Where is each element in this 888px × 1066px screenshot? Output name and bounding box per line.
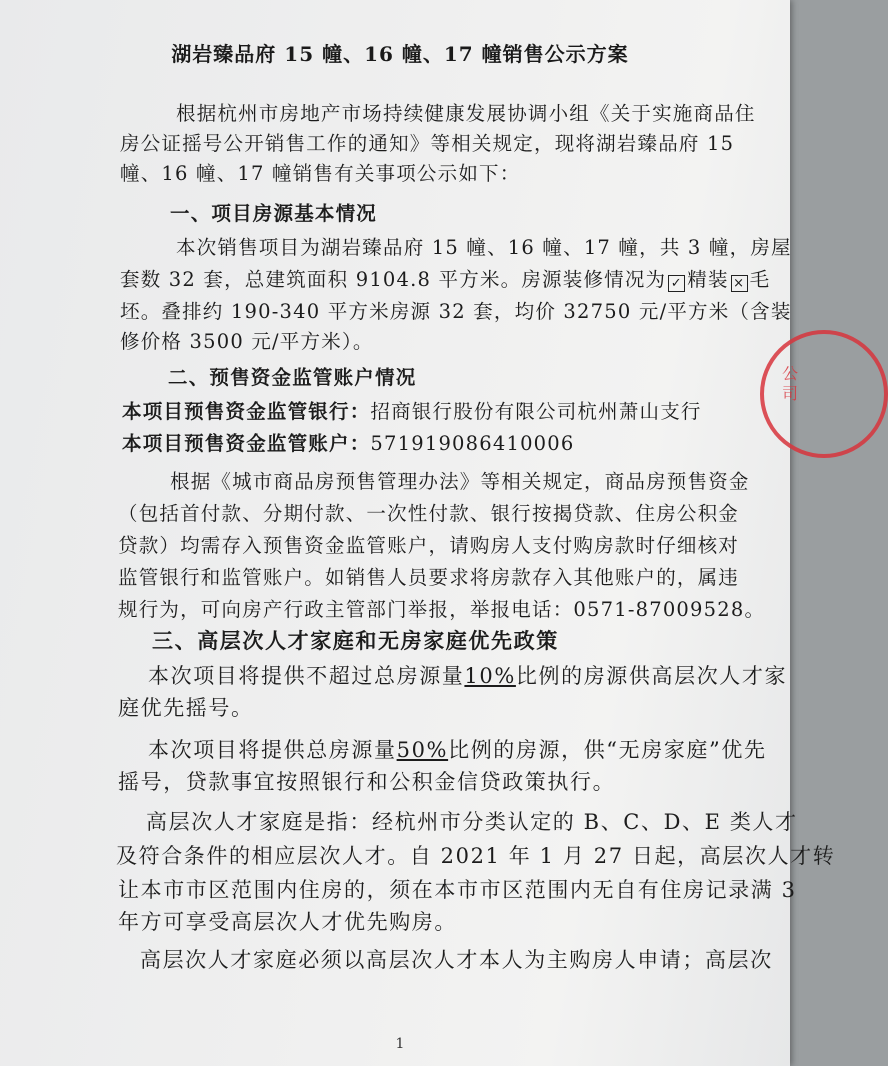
s3-p2-line-2: 摇号，贷款事宜按照银行和公积金信贷政策执行。 xyxy=(118,770,616,794)
s1-rough-label: 毛 xyxy=(749,268,771,291)
s3-p1-text-a: 本次项目将提供不超过总房源量 xyxy=(148,664,465,688)
bank-label: 本项目预售资金监管银行： xyxy=(122,400,371,423)
s1-line-4: 修价格 3500 元/平方米）。 xyxy=(120,330,374,353)
page-number: 1 xyxy=(395,1036,405,1052)
document-title: 湖岩臻品府 15 幢、16 幢、17 幢销售公示方案 xyxy=(171,42,629,66)
crossed-box-icon: × xyxy=(731,275,748,292)
s3-p2-text-a: 本次项目将提供总房源量 xyxy=(148,738,397,762)
s1-line-2 xyxy=(120,264,770,292)
s1-line-1: 本次销售项目为湖岩臻品府 15 幢、16 幢、17 幢，共 3 幢，房屋 xyxy=(176,236,792,259)
s1-line-2-text: 套数 32 套，总建筑面积 9104.8 平方米。房源装修情况为 xyxy=(120,268,667,291)
s3-p1-text-b: 比例的房源供高层次人才家 xyxy=(515,664,788,688)
s3-p2-line-1 xyxy=(148,734,767,764)
checked-box-icon: ✓ xyxy=(668,275,685,292)
section-1-heading: 一、项目房源基本情况 xyxy=(170,202,378,225)
account-label: 本项目预售资金监管账户： xyxy=(122,432,371,455)
s2-para-line-5: 规行为，可向房产行政主管部门举报，举报电话：0571-87009528。 xyxy=(118,598,766,621)
s2-para-line-1: 根据《城市商品房预售管理办法》等相关规定，商品房预售资金 xyxy=(170,470,750,493)
s2-para-line-2: （包括首付款、分期付款、一次性付款、银行按揭贷款、住房公积金 xyxy=(118,502,740,525)
intro-line-3: 幢、16 幢、17 幢销售有关事项公示如下： xyxy=(120,162,521,185)
s2-para-line-3: 贷款）均需存入预售资金监管账户，请购房人支付购房款时仔细核对 xyxy=(118,534,740,557)
section-3-heading: 三、高层次人才家庭和无房家庭优先政策 xyxy=(152,628,559,653)
s3-p1-line-1 xyxy=(148,660,787,690)
s3-p2-percent: 50% xyxy=(396,738,449,762)
s3-p3-line-2: 及符合条件的相应层次人才。自 2021 年 1 月 27 日起，高层次人才转 xyxy=(116,844,836,868)
bank-row xyxy=(122,396,702,424)
s1-finished-label: 精装 xyxy=(687,268,729,291)
s3-p2-text-b: 比例的房源，供“无房家庭”优先 xyxy=(448,738,767,762)
intro-line-2: 房公证摇号公开销售工作的通知》等相关规定，现将湖岩臻品府 15 xyxy=(120,132,735,155)
s2-para-line-4: 监管银行和监管账户。如销售人员要求将房款存入其他账户的，属违 xyxy=(118,566,740,589)
s3-p4-line-1: 高层次人才家庭必须以高层次人才本人为主购房人申请；高层次 xyxy=(140,948,773,972)
s3-p3-line-1: 高层次人才家庭是指：经杭州市分类认定的 B、C、D、E 类人才 xyxy=(146,810,798,834)
s3-p1-line-2: 庭优先摇号。 xyxy=(118,696,254,720)
s3-p3-line-3: 让本市市区范围内住房的，须在本市市区范围内无自有住房记录满 3 xyxy=(118,878,797,902)
intro-line-1: 根据杭州市房地产市场持续健康发展协调小组《关于实施商品住 xyxy=(176,102,756,125)
account-value: 571919086410006 xyxy=(370,432,575,455)
seal-text: 公司 xyxy=(782,364,799,403)
account-row xyxy=(122,428,575,456)
s3-p3-line-4: 年方可享受高层次人才优先购房。 xyxy=(118,910,457,934)
s1-line-3: 坯。叠排约 190-340 平方米房源 32 套，均价 32750 元/平方米（含装 xyxy=(120,300,792,323)
section-2-heading: 二、预售资金监管账户情况 xyxy=(168,366,417,389)
s3-p1-percent: 10% xyxy=(464,664,516,688)
red-seal-stamp xyxy=(760,330,888,458)
bank-value: 招商银行股份有限公司杭州萧山支行 xyxy=(370,400,702,423)
